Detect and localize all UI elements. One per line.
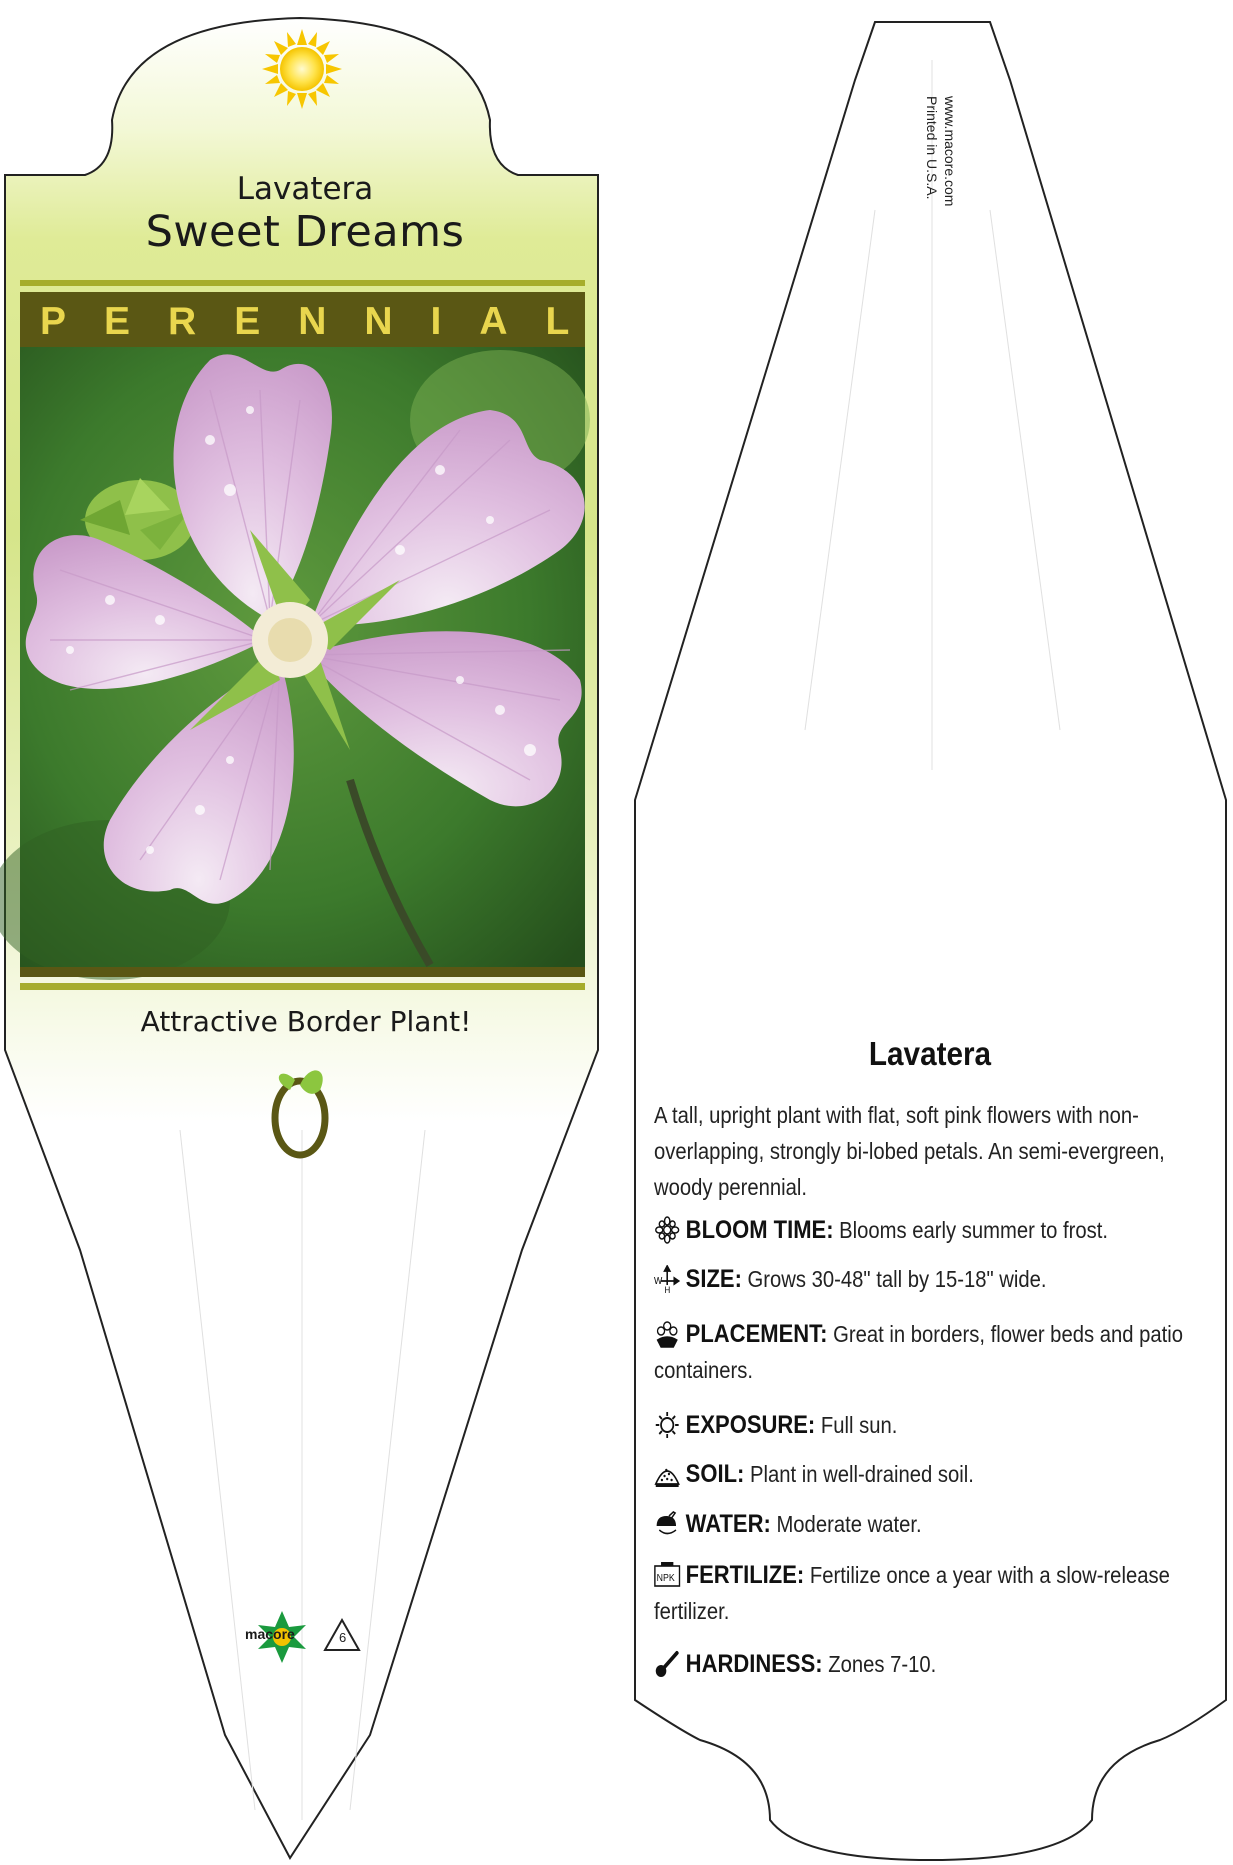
size-icon-h: H xyxy=(664,1284,671,1293)
attr-value: Great in borders, flower beds and patio containers. xyxy=(654,1321,1183,1383)
attr-label: HARDINESS: xyxy=(685,1650,823,1678)
attr-value: Moderate water. xyxy=(776,1511,922,1537)
tagline: Attractive Border Plant! xyxy=(140,1005,472,1038)
attr-water xyxy=(654,1506,1233,1542)
attr-label: WATER: xyxy=(685,1510,771,1538)
attr-value: Blooms early summer to frost. xyxy=(839,1217,1108,1243)
watering-can-icon xyxy=(654,1510,680,1538)
flower-photo xyxy=(0,347,590,980)
attr-soil xyxy=(654,1456,1233,1492)
print-info xyxy=(907,96,957,246)
npk-icon xyxy=(654,1561,680,1589)
flower-icon xyxy=(654,1216,680,1244)
size-icon-w: W xyxy=(654,1274,663,1287)
attr-bloom-time xyxy=(654,1212,1233,1248)
attr-label: EXPOSURE: xyxy=(685,1411,816,1439)
soil-icon xyxy=(654,1460,680,1488)
recycle-code: 6 xyxy=(339,1630,347,1645)
plant-description: A tall, upright plant with flat, soft pink flowers with non-overlapping, strongly bi-lobed petals. An semi-evergreen, woody perennial. xyxy=(654,1102,1165,1200)
size-icon xyxy=(654,1265,680,1293)
attr-hardiness xyxy=(654,1646,1233,1682)
full-sun-icon xyxy=(262,29,342,109)
attr-label: PLACEMENT: xyxy=(685,1320,828,1348)
attr-exposure xyxy=(654,1407,1233,1443)
attr-value: Grows 30-48" tall by 15-18" wide. xyxy=(747,1266,1047,1292)
attr-label: BLOOM TIME: xyxy=(685,1216,834,1244)
attr-value: Full sun. xyxy=(820,1412,898,1438)
placement-icon xyxy=(654,1320,680,1348)
website: www.macore.com xyxy=(942,96,958,207)
thermometer-icon xyxy=(654,1650,680,1678)
attr-value: Zones 7-10. xyxy=(828,1651,937,1677)
attr-fertilize xyxy=(654,1557,1233,1629)
attr-value: Fertilize once a year with a slow-release fertilizer. xyxy=(654,1562,1170,1624)
printed-in: Printed in U.S.A. xyxy=(924,96,940,200)
back-title: Lavatera xyxy=(868,1035,992,1072)
npk-icon-text: NPK xyxy=(656,1571,675,1584)
attr-size xyxy=(654,1261,1233,1297)
attr-label: FERTILIZE: xyxy=(685,1561,805,1589)
attr-value: Plant in well-drained soil. xyxy=(749,1461,974,1487)
plant-type-banner: PERENNIAL xyxy=(40,300,608,343)
attr-label: SOIL: xyxy=(685,1460,745,1488)
plant-genus: Lavatera xyxy=(236,171,374,207)
plant-variety: Sweet Dreams xyxy=(145,207,465,257)
attr-label: SIZE: xyxy=(685,1265,742,1293)
brand-name: macore xyxy=(245,1626,295,1642)
sun-icon xyxy=(654,1411,680,1439)
attr-placement xyxy=(654,1316,1233,1388)
